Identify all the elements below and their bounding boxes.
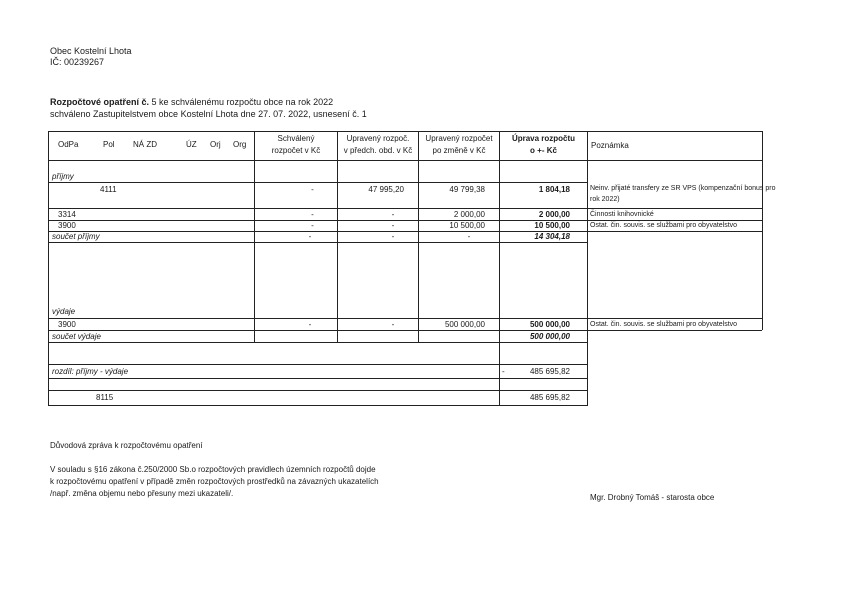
col-org: Org [233,140,247,149]
cell-uprava: 10 500,00 [534,221,570,230]
title-rest: 5 ke schválenému rozpočtu obce na rok 2022 [149,97,334,107]
cell-upraveny: - [391,320,395,329]
cell-poznamka: Neinv. přijaté transfery ze SR VPS (kompenzační bonus pro [590,185,776,192]
cell-pol: 8115 [96,393,114,402]
col-orj: Orj [210,140,221,149]
col-uprava-1: Úprava rozpočtu [511,134,576,143]
cell-po-zmene: 500 000,00 [444,320,485,329]
sum-prijmy-label: součet příjmy [52,232,100,241]
sum-vydaje-label: součet výdaje [52,332,101,341]
cell-uprava: 485 695,82 [529,367,570,376]
cell-uprava: 1 804,18 [538,185,570,194]
col-po-zmene-2: po změně v Kč [432,146,486,155]
cell-schvaleny: - [311,185,314,194]
cell-po-zmene: 49 799,38 [449,185,485,194]
col-upraveny-1: Upravený rozpoč. [346,134,410,143]
title-bold: Rozpočtové opatření č. [50,97,150,107]
cell-uprava: 14 304,18 [534,232,570,241]
col-po-zmene-1: Upravený rozpočet [425,134,493,143]
cell-po-zmene: 2 000,00 [453,210,485,219]
rozdil-sign: - [502,367,505,376]
col-nazd: NÁ ZD [133,140,157,149]
cell-odpa: 3314 [58,210,76,219]
zprava-line-2: k rozpočtovému opatření v případě změn rozpočtových prostředků na závazných ukazatelích [50,477,379,486]
cell-odpa: 3900 [58,320,76,329]
cell-pol: 4111 [100,185,117,194]
document-title [50,97,333,107]
zprava-title: Důvodová zpráva k rozpočtovému opatření [50,441,203,450]
cell-upraveny: - [391,232,395,241]
cell-uprava: 500 000,00 [529,332,570,341]
col-upraveny-2: v předch. obd. v Kč [343,146,413,155]
cell-schvaleny: - [311,221,314,230]
cell-schvaleny: - [308,232,312,241]
col-pol: Pol [103,140,115,149]
cell-upraveny: - [391,210,395,219]
col-schvaleny-1: Schválený [277,134,315,143]
cell-poznamka-2: rok 2022) [590,196,620,203]
rozdil-label: rozdíl: příjmy - výdaje [52,367,129,376]
section-vydaje: výdaje [52,307,76,316]
cell-poznamka: Činnosti knihovnické [590,211,654,218]
cell-po-zmene: 10 500,00 [449,221,485,230]
col-odpa: OdPa [58,140,79,149]
municipality-name: Obec Kostelní Lhota [50,46,132,56]
section-prijmy: příjmy [52,172,74,181]
cell-poznamka: Ostat. čin. souvis. se službami pro obyvatelstvo [590,222,738,229]
cell-schvaleny: - [308,320,312,329]
cell-uprava: 2 000,00 [538,210,570,219]
zprava-line-3: /např. změna objemu nebo přesuny mezi ukazateli/. [50,489,234,498]
col-poznamka: Poznámka [591,141,629,150]
cell-po-zmene: - [467,232,471,241]
cell-odpa: 3900 [58,221,76,230]
zprava-line-1: V souladu s §16 zákona č.250/2000 Sb.o rozpočtových pravidlech územních rozpočtů dojde [50,465,376,474]
col-uz: ÚZ [186,140,197,149]
cell-uprava: 485 695,82 [529,393,570,402]
cell-poznamka: Ostat. čin. souvis. se službami pro obyvatelstvo [590,321,738,328]
cell-schvaleny: - [311,210,314,219]
company-id: IČ: 00239267 [50,57,105,67]
signature: Mgr. Drobný Tomáš - starosta obce [590,493,715,502]
col-uprava-2: o +- Kč [530,146,557,155]
cell-upraveny: 47 995,20 [368,185,404,194]
cell-uprava: 500 000,00 [529,320,570,329]
cell-upraveny: - [391,221,395,230]
approval-line: schváleno Zastupitelstvem obce Kostelní Lhota dne 27. 07. 2022, usnesení č. 1 [50,109,367,119]
col-schvaleny-2: rozpočet v Kč [271,146,321,155]
